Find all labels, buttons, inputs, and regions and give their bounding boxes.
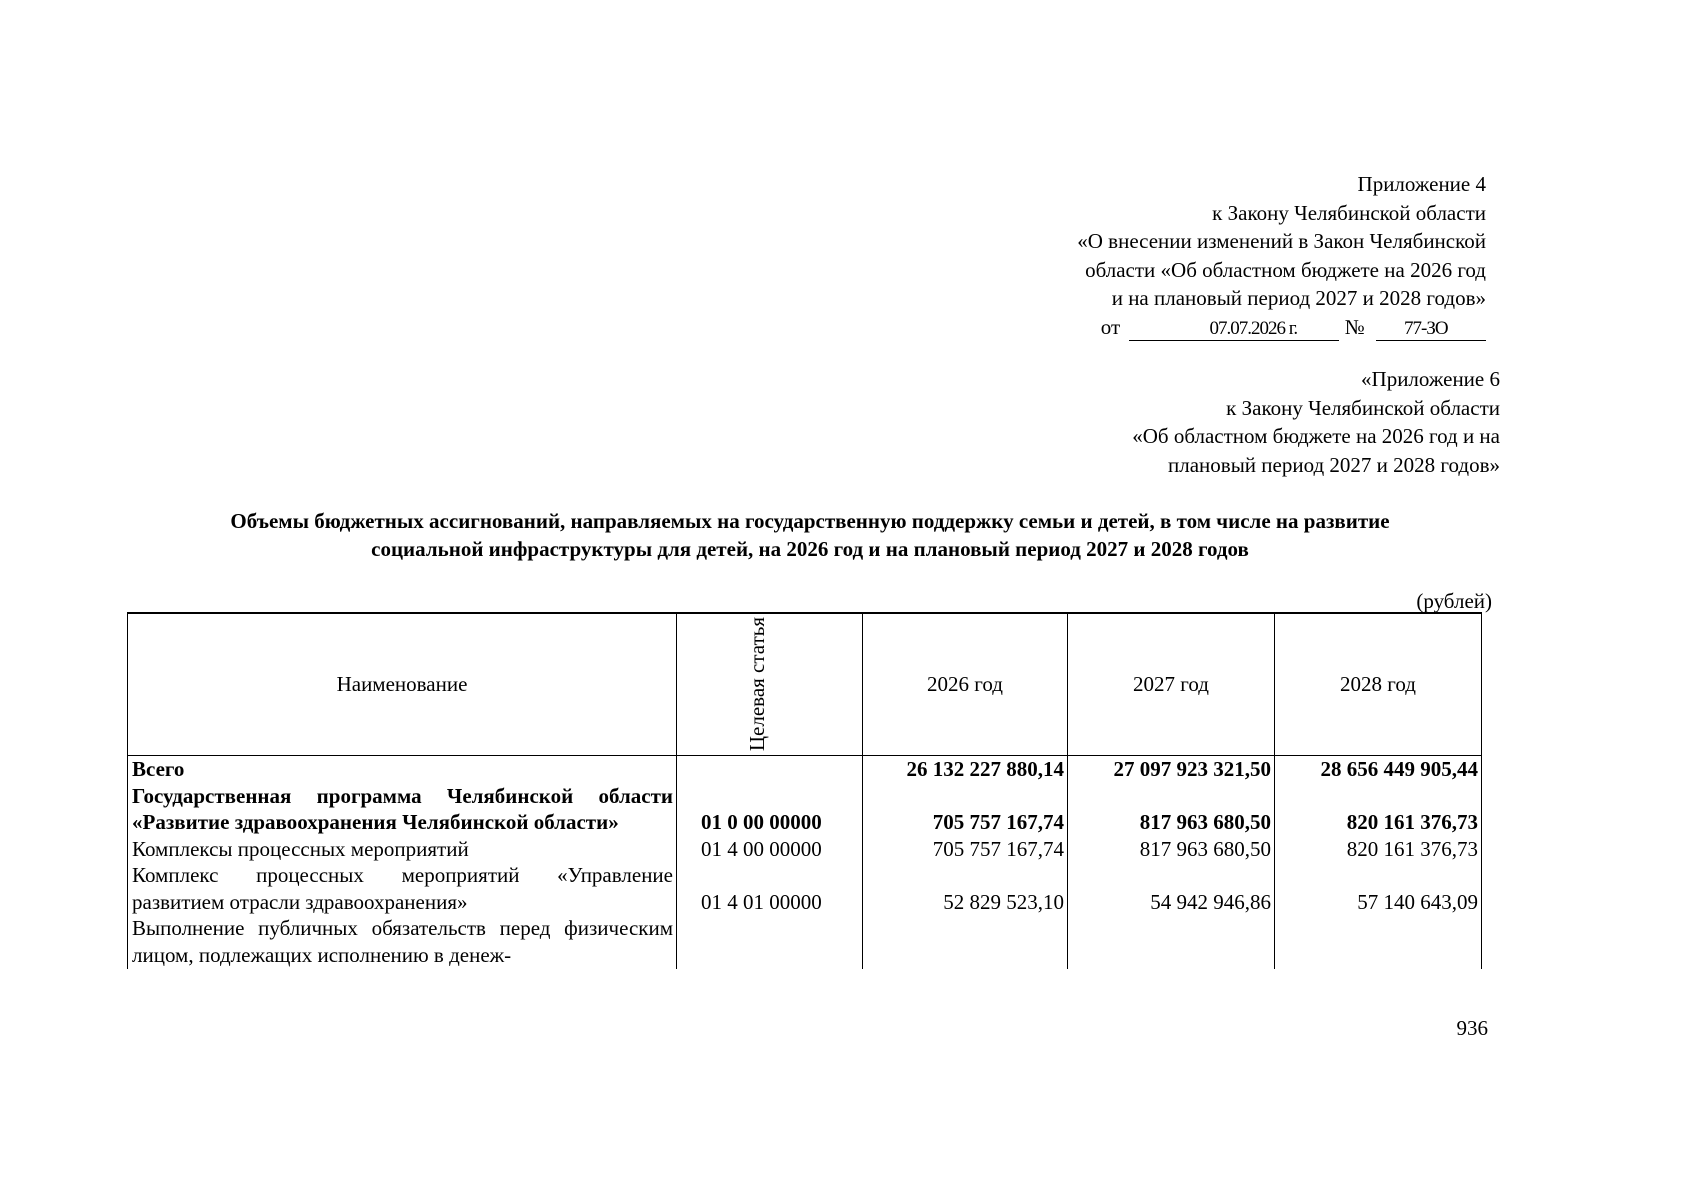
- row-2026: [863, 915, 1068, 969]
- appendix-4-line: и на плановый период 2027 и 2028 годов»: [1111, 286, 1486, 311]
- appendix-4-header: [1077, 170, 1486, 342]
- appendix-6-line: плановый период 2027 и 2028 годов»: [1168, 452, 1500, 477]
- header-code: [677, 613, 863, 756]
- row-code: 01 0 00 00000: [677, 783, 863, 836]
- row-name: Выполнение публичных обязательств перед физическим лицом, подлежащих исполнению в денеж-: [128, 915, 677, 969]
- law-date: 07.07.2026 г.: [1129, 317, 1339, 341]
- row-2027: 817 963 680,50: [1068, 783, 1275, 836]
- row-code: [677, 756, 863, 783]
- page-number: 936: [1456, 1016, 1488, 1040]
- row-name: Всего: [128, 756, 677, 783]
- appendix-4-line: области «Об областном бюджете на 2026 год: [1085, 257, 1486, 282]
- row-code: 01 4 00 00000: [677, 836, 863, 863]
- row-2026: 705 757 167,74: [863, 783, 1068, 836]
- row-2028: [1275, 915, 1482, 969]
- appendix-6-line: «Приложение 6: [1361, 367, 1500, 391]
- appendix-4-line: Приложение 4: [1357, 172, 1486, 196]
- row-name: Комплексы процессных мероприятий: [128, 836, 677, 863]
- document-title: [110, 507, 1510, 563]
- law-number: 77-ЗО: [1376, 317, 1486, 341]
- appendix-4-line: к Закону Челябинской области: [1212, 200, 1486, 225]
- row-code: [677, 915, 863, 969]
- from-label: от: [1100, 314, 1121, 339]
- row-2026: 26 132 227 880,14: [863, 756, 1068, 783]
- header-name: Наименование: [128, 613, 677, 756]
- row-2028: 820 161 376,73: [1275, 836, 1482, 863]
- budget-table: [127, 612, 1482, 969]
- number-label: №: [1344, 314, 1365, 339]
- header-2026: 2026 год: [863, 613, 1068, 756]
- table-row: [128, 756, 1482, 783]
- law-date-number-line: [1077, 313, 1486, 342]
- row-2027: [1068, 915, 1275, 969]
- table-header-row: [128, 613, 1482, 756]
- appendix-6-line: «Об областном бюджете на 2026 год и на: [1132, 424, 1500, 449]
- row-2026: 52 829 523,10: [863, 862, 1068, 915]
- appendix-4-line: «О внесении изменений в Закон Челябинской: [1077, 229, 1486, 254]
- units-label: (рублей): [1416, 589, 1492, 613]
- row-2027: 817 963 680,50: [1068, 836, 1275, 863]
- header-code-text: Целевая статья: [744, 617, 769, 752]
- row-name: Государственная программа Челябинской области «Развитие здравоохранения Челябинской области»: [128, 783, 677, 836]
- table-row: [128, 836, 1482, 863]
- row-2027: 27 097 923 321,50: [1068, 756, 1275, 783]
- row-code: 01 4 01 00000: [677, 862, 863, 915]
- header-2028: 2028 год: [1275, 613, 1482, 756]
- row-2028: 820 161 376,73: [1275, 783, 1482, 836]
- table-row: [128, 862, 1482, 915]
- appendix-6-header: [1132, 365, 1500, 479]
- row-2028: 57 140 643,09: [1275, 862, 1482, 915]
- row-2028: 28 656 449 905,44: [1275, 756, 1482, 783]
- table-row: [128, 783, 1482, 836]
- document-title-line: Объемы бюджетных ассигнований, направляемых на государственную поддержку семьи и детей, в том числе на развитие: [230, 509, 1390, 533]
- document-title-line: социальной инфраструктуры для детей, на 2026 год и на плановый период 2027 и 2028 годов: [371, 537, 1249, 561]
- header-2027: 2027 год: [1068, 613, 1275, 756]
- appendix-6-line: к Закону Челябинской области: [1226, 395, 1500, 420]
- row-name: Комплекс процессных мероприятий «Управление развитием отрасли здравоохранения»: [128, 862, 677, 915]
- row-2027: 54 942 946,86: [1068, 862, 1275, 915]
- table-row: [128, 915, 1482, 969]
- row-2026: 705 757 167,74: [863, 836, 1068, 863]
